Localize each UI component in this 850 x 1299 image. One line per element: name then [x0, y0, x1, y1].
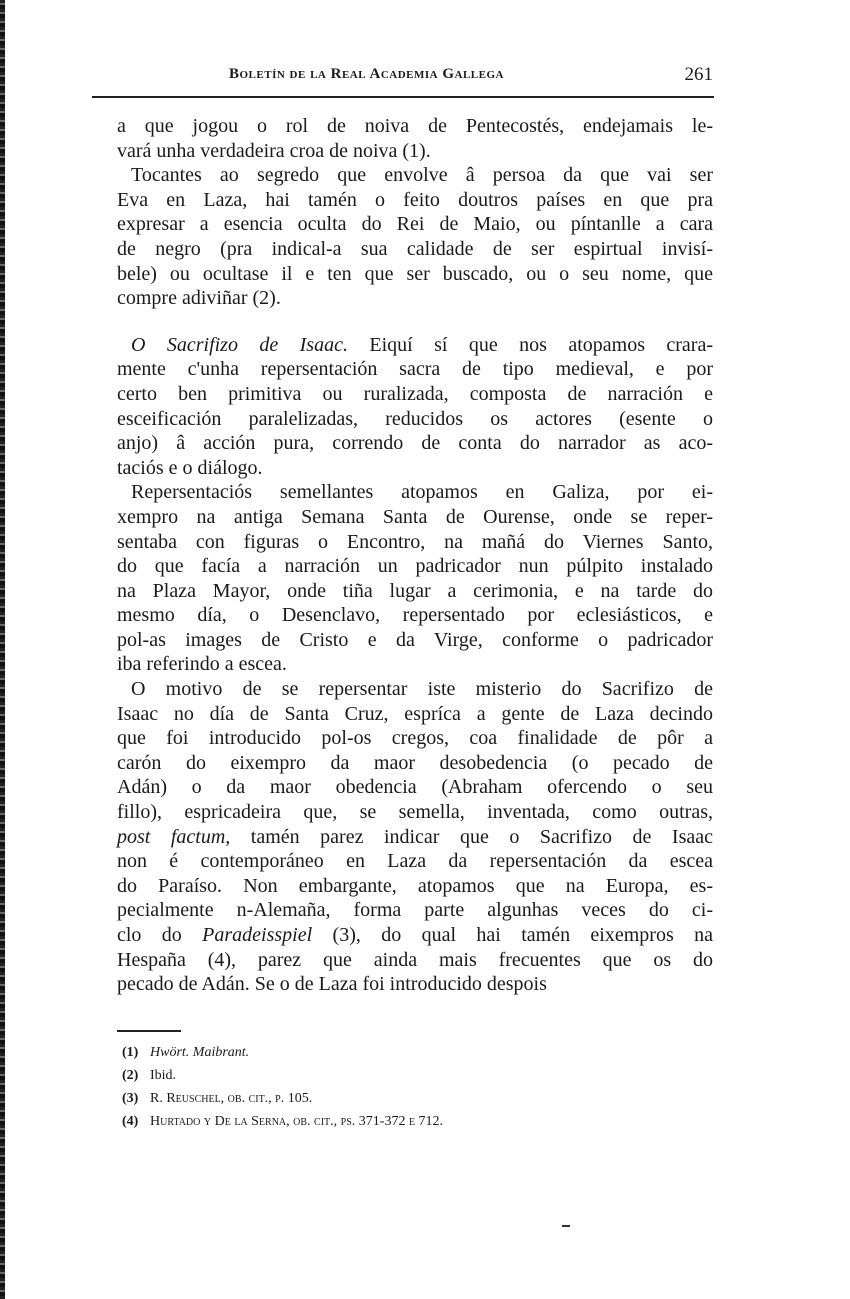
text-line: Isaac no día de Santa Cruz, espríca a gente de Laza decindo [117, 702, 713, 725]
text-line: Adán) o da maor obedencia (Abraham ofercendo o seu [117, 776, 713, 799]
text-line: anjo) â acción pura, correndo de conta do narrador as aco- [117, 432, 713, 455]
footnote-text: Ibid. [150, 1068, 177, 1083]
text-line: O Sacrifizo de Isaac. Eiquí sí que nos atopamos crara- [131, 333, 713, 356]
text-line: sentaba con figuras o Encontro, na mañá do Viernes Santo, [117, 530, 713, 553]
printer-mark [562, 1225, 570, 1227]
footnote-text: R. Reuschel, ob. cit., p. 105. [150, 1091, 313, 1106]
text-line: expresar a esencia oculta do Rei de Maio, ou píntanlle a cara [117, 213, 713, 236]
text-line: Hespaña (4), parez que ainda mais frecuentes que os do [117, 948, 713, 971]
footnotes [122, 1041, 682, 1133]
page-header [117, 66, 713, 90]
text-line: taciós e o diálogo. [117, 456, 263, 479]
paragraph [117, 163, 713, 311]
footnote-text: Hwört. Maibrant. [150, 1045, 250, 1060]
text-line: certo ben primitiva ou ruralizada, composta de narración e [117, 382, 713, 405]
text-line: a que jogou o rol de noiva de Pentecostés, endejamais le- [117, 115, 713, 137]
text-line: O motivo de se repersentar iste misterio do Sacrifizo de [131, 678, 713, 701]
footnote [122, 1041, 682, 1064]
footnote-number: (4) [122, 1114, 139, 1129]
text-line: vará unha verdadeira croa de noiva (1). [117, 139, 431, 162]
footnote-number: (2) [122, 1068, 139, 1083]
page-number: 261 [684, 64, 713, 85]
text-line: fillo), espricadeira que, se semella, inventada, como outras, [117, 801, 713, 824]
text-line: compre adiviñar (2). [117, 287, 281, 310]
text-line: pecialmente n-Alemaña, forma parte algunhas veces do ci- [117, 899, 713, 922]
body-text [117, 114, 713, 997]
text-line: mesmo día, o Desenclavo, repersentado por eclesiásticos, e [117, 604, 713, 627]
text-line: esceificación paralelizadas, reducidos os actores (esente o [117, 407, 713, 430]
text-line: post factum, tamén parez indicar que o Sacrifizo de Isaac [117, 825, 713, 848]
paragraph [117, 677, 713, 997]
text-line: clo do Paradeisspiel (3), do qual hai tamén eixempros na [117, 924, 713, 946]
paragraph [117, 114, 713, 163]
text-line: xempro na antiga Semana Santa de Ourense, onde se reper- [117, 505, 713, 528]
paragraph [117, 480, 713, 677]
footnote-rule [117, 1030, 181, 1032]
section-title: O Sacrifizo de Isaac. [131, 333, 348, 356]
text-line: que foi introducido pol-os cregos, coa finalidade de pôr a [117, 727, 713, 750]
text-line: iba referindo a escea. [117, 653, 287, 676]
text-line: de negro (pra indical-a sua calidade de ser espirtual invisí- [117, 237, 713, 260]
text-line: mente c'unha repersentación sacra de tipo medieval, e por [117, 358, 713, 381]
text-line: pol-as images de Cristo e da Virge, conforme o padricador [117, 628, 713, 651]
text-line: carón do eixempro da maor desobedencia (o pecado de [117, 751, 713, 774]
text-line: Eva en Laza, hai tamén o feito doutros países en que pra [117, 188, 713, 211]
text-line: na Plaza Mayor, onde tiña lugar a cerimonia, e na tarde do [117, 579, 713, 602]
footnote-number: (1) [122, 1045, 139, 1060]
text-line: do que facía a narración un padricador nun púlpito instalado [117, 555, 713, 578]
footnote [122, 1064, 682, 1087]
text-line: pecado de Adán. Se o de Laza foi introducido despois [117, 973, 547, 996]
footnote-text: Hurtado y De la Serna, ob. cit., ps. 371-372 e 712. [150, 1114, 444, 1129]
text-line: Repersentaciós semellantes atopamos en Galiza, por ei- [131, 481, 713, 504]
paragraph [117, 333, 713, 481]
text-line: do Paraíso. Non embargante, atopamos que na Europa, es- [117, 874, 713, 897]
text-line: Tocantes ao segredo que envolve â persoa da que vai ser [131, 164, 713, 187]
footnote [122, 1110, 682, 1133]
text-line: bele) ou ocultase il e ten que ser buscado, ou o seu nome, que [117, 262, 713, 285]
footnote [122, 1087, 682, 1110]
running-title: Boletín de la Real Academia Gallega [229, 66, 504, 82]
header-rule [92, 96, 714, 98]
text-line: non é contemporáneo en Laza da repersentación da escea [117, 850, 713, 873]
book-spine-edge [0, 0, 5, 1299]
footnote-number: (3) [122, 1091, 139, 1106]
